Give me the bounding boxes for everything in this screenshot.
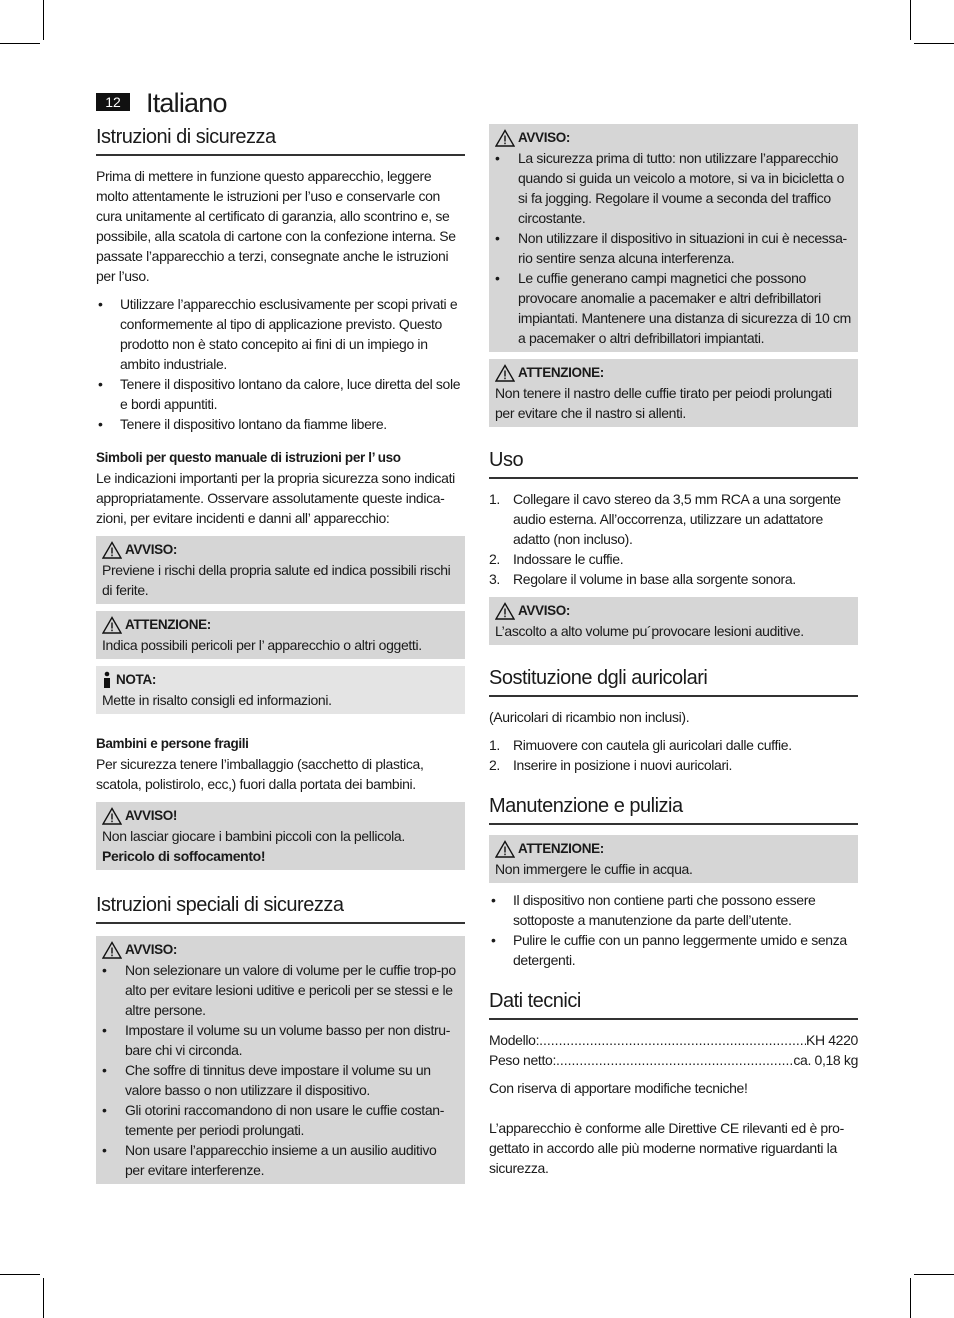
warning-text: Previene i rischi della propria salute ed indica possibili rischi di ferite.: [102, 562, 451, 598]
maintenance-caution-title: ATTENZIONE:: [518, 841, 604, 856]
list-item: 3. Regolare il volume in base alla sorgente sonora.: [489, 571, 796, 587]
page-number: 12: [96, 93, 130, 111]
symbols-subheading: Simboli per questo manuale di istruzioni per l’ uso: [96, 450, 401, 465]
children-warning-text: Non lasciar giocare i bambini piccoli con la pellicola.: [102, 828, 405, 844]
crop-mark: [914, 43, 954, 44]
right-warning-list: [495, 148, 852, 348]
list-item: • Utilizzare l’apparecchio esclusivamente per scopi privati e conformemente al tipo di applicazione previsto. Questo prodotto non è stato concepito ai fini di un impiego in ambito industriale.: [96, 294, 465, 374]
warning-title: AVVISO:: [125, 542, 178, 557]
warning-icon: [495, 602, 515, 620]
uso-heading: Uso: [489, 447, 858, 479]
maintenance-list: [489, 890, 858, 970]
spec-weight-value: ca. 0,18 kg: [793, 1052, 858, 1068]
warning-icon: [102, 807, 122, 825]
maintenance-heading: Manutenzione e pulizia: [489, 793, 858, 825]
info-icon: [102, 671, 112, 689]
right-caution-text: Non tenere il nastro delle cuffie tirato per peiodi prolungati per evitare che il nastro si allenti.: [495, 385, 832, 421]
safety-intro: Prima di mettere in funzione questo apparecchio, leggere molto attentamente le istruzioni per l’uso e conservarle con cura unitamente al certificato di garanzia, allo scontrino e, se possibile, alla scatola di cartone con la confezione interna. Se passate l’apparecchio a terzi, consegnate anche le istruzioni per l’uso.: [96, 168, 456, 284]
children-subheading: Bambini e persone fragili: [96, 736, 249, 751]
caution-text: Indica possibili pericoli per l’ apparecchio o altri oggetti.: [102, 637, 422, 653]
list-item: • Gli otorini raccomandono di non usare le cuffie costan-temente per periodi prolungati.: [102, 1100, 459, 1140]
note-box: [96, 666, 465, 714]
uso-warning-box: [489, 597, 858, 645]
warning-icon: [495, 129, 515, 147]
spec-model-label: Modello:: [489, 1032, 540, 1048]
right-caution-title: ATTENZIONE:: [518, 365, 604, 380]
warning-icon: [495, 364, 515, 382]
list-item: • Pulire le cuffie con un panno leggermente umido e senza detergenti.: [489, 930, 858, 970]
spec-model-value: KH 4220: [805, 1032, 858, 1048]
list-item: • Impostare il volume su un volume basso per non distru-bare chi vi circonda.: [102, 1020, 459, 1060]
special-warning-title: AVVISO:: [125, 942, 178, 957]
crop-mark: [0, 1274, 40, 1275]
replace-heading: Sostituzione dgli auricolari: [489, 665, 858, 697]
safety-heading: Istruzioni di sicurezza: [96, 124, 465, 156]
list-item: 1. Rimuovere con cautela gli auricolari dalle cuffie.: [489, 737, 792, 753]
left-column: [96, 124, 465, 1191]
crop-mark: [0, 43, 40, 44]
conformity-text: L’apparecchio è conforme alle Direttive CE rilevanti ed è pro-gettato in accordo alle più moderne normative riguardanti la sicurezza.: [489, 1120, 844, 1176]
warning-icon: [495, 840, 515, 858]
spec-model: [489, 1030, 858, 1050]
special-warning-box: [96, 936, 465, 1184]
caution-box: [96, 611, 465, 659]
replace-note: (Auricolari di ricambio non inclusi).: [489, 709, 690, 725]
list-item: • La sicurezza prima di tutto: non utilizzare l’apparecchio quando si guida un veicolo a motore, si va in bicicletta o si fa jogging. Regolare il voume a seconda del traffico circostante.: [495, 148, 852, 228]
warning-icon: [102, 941, 122, 959]
crop-mark: [910, 0, 911, 40]
list-item: 1. Collegare il cavo stereo da 3,5 mm RCA a una sorgente audio esterna. All’occorrenza, utilizzare un adattatore adatto (non incluso).: [489, 491, 841, 547]
right-column: [489, 124, 858, 1186]
specs-heading: Dati tecnici: [489, 988, 858, 1020]
caution-title: ATTENZIONE:: [125, 617, 211, 632]
spec-weight-label: Peso netto:: [489, 1052, 556, 1068]
uso-warning-title: AVVISO:: [518, 603, 571, 618]
warning-icon: [102, 541, 122, 559]
children-text: Per sicurezza tenere l’imballaggio (sacchetto di plastica, scatola, polistirolo, ecc,) fuori dalla portata dei bambini.: [96, 756, 424, 792]
crop-mark: [914, 1274, 954, 1275]
special-list: [102, 960, 459, 1180]
list-item: • Non selezionare un valore di volume per le cuffie trop-po alto per evitare lesioni uditive e pericoli per se stessi e le altre persone.: [102, 960, 459, 1020]
list-item: • Tenere il dispositivo lontano da calore, luce diretta del sole e bordi appuntiti.: [96, 374, 465, 414]
special-heading: Istruzioni speciali di sicurezza: [96, 892, 465, 924]
uso-steps: [489, 489, 858, 589]
list-item: 2. Inserire in posizione i nuovi auricolari.: [489, 757, 733, 773]
language-title: Italiano: [146, 88, 227, 118]
right-warning-box: [489, 124, 858, 352]
right-caution-box: [489, 359, 858, 427]
safety-list: [96, 294, 465, 434]
children-warning-box: [96, 802, 465, 870]
list-item: • Che soffre di tinnitus deve impostare il volume su un valore basso o non utilizzare il dispositivo.: [102, 1060, 459, 1100]
list-item: • Tenere il dispositivo lontano da fiamme libere.: [96, 414, 465, 434]
uso-warning-text: L’ascolto a alto volume pu´provocare lesioni auditive.: [495, 623, 804, 639]
crop-mark: [910, 1278, 911, 1318]
replace-steps: [489, 735, 858, 775]
list-item: • Le cuffie generano campi magnetici che possono provocare anomalie a pacemaker e altri defribillatori impiantati. Mantenere una distanza di sicurezza di 10 cm a pacemaker o altri defribillatori impiantati.: [495, 268, 852, 348]
maintenance-caution-text: Non immergere le cuffie in acqua.: [495, 861, 693, 877]
note-title: NOTA:: [116, 672, 156, 687]
spec-weight: [489, 1050, 858, 1070]
maintenance-caution-box: [489, 835, 858, 883]
list-item: 2. Indossare le cuffie.: [489, 551, 624, 567]
children-warning-title: AVVISO!: [125, 808, 178, 823]
children-warning-bold: Pericolo di soffocamento!: [102, 848, 266, 864]
list-item: • Non utilizzare il dispositivo in situazioni in cui è necessa-rio sentire senza alcuna interferenza.: [495, 228, 852, 268]
warning-icon: [102, 616, 122, 634]
crop-mark: [43, 1278, 44, 1318]
list-item: • Il dispositivo non contiene parti che possono essere sottoposte a manutenzione da parte dell’utente.: [489, 890, 858, 930]
list-item: • Non usare l’apparecchio insieme a un ausilio auditivo per evitare interferenze.: [102, 1140, 459, 1180]
crop-mark: [43, 0, 44, 40]
symbols-text: Le indicazioni importanti per la propria sicurezza sono indicati appropriatamente. Osservare assolutamente queste indica-zioni, per evitare incidenti e danni all’ apparecchio:: [96, 470, 455, 526]
right-warning-title: AVVISO:: [518, 130, 571, 145]
warning-box: [96, 536, 465, 604]
note-text: Mette in risalto consigli ed informazioni.: [102, 692, 332, 708]
reserve-text: Con riserva di apportare modifiche tecniche!: [489, 1080, 748, 1096]
